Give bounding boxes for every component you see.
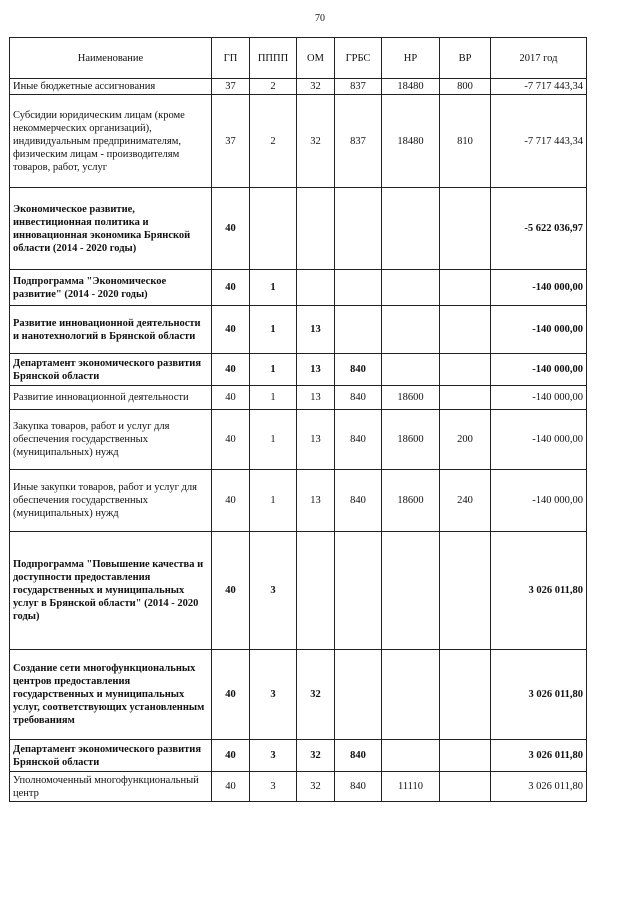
cell-nr: 18600 <box>382 386 440 410</box>
cell-nr: 11110 <box>382 772 440 802</box>
cell-name: Развитие инновационной деятельности и нанотехнологий в Брянской области <box>10 306 212 354</box>
cell-pp: 2 <box>250 95 297 188</box>
cell-grbs: 840 <box>335 354 382 386</box>
cell-nr: 18480 <box>382 95 440 188</box>
cell-nr <box>382 650 440 740</box>
header-om: ОМ <box>297 38 335 79</box>
cell-name: Департамент экономического развития Брянской области <box>10 740 212 772</box>
cell-vr: 240 <box>440 470 491 532</box>
cell-name: Экономическое развитие, инвестиционная политика и инновационная экономика Брянской области (2014 - 2020 годы) <box>10 188 212 270</box>
header-gp: ГП <box>212 38 250 79</box>
cell-gp: 37 <box>212 79 250 95</box>
cell-gp: 40 <box>212 650 250 740</box>
cell-om: 32 <box>297 650 335 740</box>
cell-grbs: 840 <box>335 740 382 772</box>
cell-vr <box>440 650 491 740</box>
cell-om <box>297 270 335 306</box>
cell-pp: 3 <box>250 532 297 650</box>
cell-vr <box>440 188 491 270</box>
cell-amount: -140 000,00 <box>491 410 587 470</box>
cell-pp: 3 <box>250 740 297 772</box>
cell-om <box>297 188 335 270</box>
cell-amount: 3 026 011,80 <box>491 532 587 650</box>
header-year: 2017 год <box>491 38 587 79</box>
cell-pp: 1 <box>250 354 297 386</box>
page-number: 70 <box>315 13 325 24</box>
cell-amount: -140 000,00 <box>491 354 587 386</box>
table-row <box>10 386 587 410</box>
header-grbs: ГРБС <box>335 38 382 79</box>
budget-table <box>9 37 587 802</box>
cell-amount: -140 000,00 <box>491 386 587 410</box>
table-row <box>10 740 587 772</box>
table-row <box>10 650 587 740</box>
cell-vr <box>440 306 491 354</box>
cell-grbs <box>335 188 382 270</box>
cell-pp: 2 <box>250 79 297 95</box>
cell-om: 13 <box>297 306 335 354</box>
table-row <box>10 354 587 386</box>
cell-gp: 40 <box>212 740 250 772</box>
cell-name: Развитие инновационной деятельности <box>10 386 212 410</box>
cell-om: 13 <box>297 386 335 410</box>
table-row <box>10 270 587 306</box>
cell-om: 13 <box>297 410 335 470</box>
cell-name: Подпрограмма "Экономическое развитие" (2014 - 2020 годы) <box>10 270 212 306</box>
cell-amount: 3 026 011,80 <box>491 740 587 772</box>
cell-pp: 1 <box>250 306 297 354</box>
cell-pp: 3 <box>250 772 297 802</box>
cell-pp: 1 <box>250 270 297 306</box>
table-row <box>10 306 587 354</box>
cell-name: Уполномоченный многофункциональный центр <box>10 772 212 802</box>
cell-om: 13 <box>297 470 335 532</box>
cell-vr: 810 <box>440 95 491 188</box>
cell-nr <box>382 532 440 650</box>
cell-amount: -5 622 036,97 <box>491 188 587 270</box>
cell-pp: 1 <box>250 410 297 470</box>
table-row <box>10 772 587 802</box>
cell-pp: 1 <box>250 386 297 410</box>
cell-amount: -140 000,00 <box>491 306 587 354</box>
cell-nr <box>382 740 440 772</box>
cell-grbs: 840 <box>335 470 382 532</box>
cell-grbs: 840 <box>335 386 382 410</box>
cell-amount: 3 026 011,80 <box>491 650 587 740</box>
cell-grbs <box>335 650 382 740</box>
table-row <box>10 79 587 95</box>
cell-gp: 40 <box>212 306 250 354</box>
cell-gp: 40 <box>212 386 250 410</box>
cell-om <box>297 532 335 650</box>
cell-name: Департамент экономического развития Брянской области <box>10 354 212 386</box>
cell-name: Субсидии юридическим лицам (кроме некоммерческих организаций), индивидуальным предпринимателям, физическим лицам - производителям товаров, работ, услуг <box>10 95 212 188</box>
cell-pp: 1 <box>250 470 297 532</box>
cell-vr: 200 <box>440 410 491 470</box>
cell-amount: 3 026 011,80 <box>491 772 587 802</box>
cell-name: Иные бюджетные ассигнования <box>10 79 212 95</box>
cell-amount: -140 000,00 <box>491 470 587 532</box>
cell-om: 32 <box>297 740 335 772</box>
cell-om: 32 <box>297 95 335 188</box>
cell-gp: 40 <box>212 270 250 306</box>
cell-amount: -7 717 443,34 <box>491 95 587 188</box>
cell-vr: 800 <box>440 79 491 95</box>
header-name: Наименование <box>10 38 212 79</box>
cell-grbs <box>335 532 382 650</box>
cell-grbs <box>335 306 382 354</box>
cell-name: Иные закупки товаров, работ и услуг для обеспечения государственных (муниципальных) нужд <box>10 470 212 532</box>
cell-vr <box>440 772 491 802</box>
header-nr: НР <box>382 38 440 79</box>
cell-vr <box>440 270 491 306</box>
cell-gp: 40 <box>212 470 250 532</box>
cell-nr: 18600 <box>382 470 440 532</box>
cell-gp: 40 <box>212 772 250 802</box>
cell-grbs <box>335 270 382 306</box>
table-row <box>10 188 587 270</box>
cell-grbs: 837 <box>335 79 382 95</box>
cell-gp: 40 <box>212 532 250 650</box>
cell-nr <box>382 354 440 386</box>
cell-vr <box>440 532 491 650</box>
cell-gp: 37 <box>212 95 250 188</box>
cell-gp: 40 <box>212 354 250 386</box>
cell-om: 32 <box>297 79 335 95</box>
header-pp: ПППП <box>250 38 297 79</box>
cell-grbs: 840 <box>335 410 382 470</box>
cell-name: Подпрограмма "Повышение качества и доступности предоставления государственных и муниципальных услуг в Брянской области" (2014 - 2020 годы) <box>10 532 212 650</box>
cell-nr: 18600 <box>382 410 440 470</box>
table-row <box>10 532 587 650</box>
table-row <box>10 410 587 470</box>
cell-grbs: 837 <box>335 95 382 188</box>
cell-vr <box>440 740 491 772</box>
cell-amount: -7 717 443,34 <box>491 79 587 95</box>
cell-nr <box>382 306 440 354</box>
cell-pp <box>250 188 297 270</box>
cell-gp: 40 <box>212 188 250 270</box>
cell-vr <box>440 386 491 410</box>
cell-amount: -140 000,00 <box>491 270 587 306</box>
cell-name: Создание сети многофункциональных центров предоставления государственных и муниципальных услуг, соответствующих установленным требованиям <box>10 650 212 740</box>
header-vr: ВР <box>440 38 491 79</box>
cell-grbs: 840 <box>335 772 382 802</box>
cell-nr: 18480 <box>382 79 440 95</box>
cell-om: 13 <box>297 354 335 386</box>
cell-om: 32 <box>297 772 335 802</box>
cell-nr <box>382 188 440 270</box>
table-row <box>10 470 587 532</box>
cell-name: Закупка товаров, работ и услуг для обеспечения государственных (муниципальных) нужд <box>10 410 212 470</box>
cell-vr <box>440 354 491 386</box>
cell-pp: 3 <box>250 650 297 740</box>
cell-gp: 40 <box>212 410 250 470</box>
header-row <box>10 38 587 79</box>
table-row <box>10 95 587 188</box>
cell-nr <box>382 270 440 306</box>
